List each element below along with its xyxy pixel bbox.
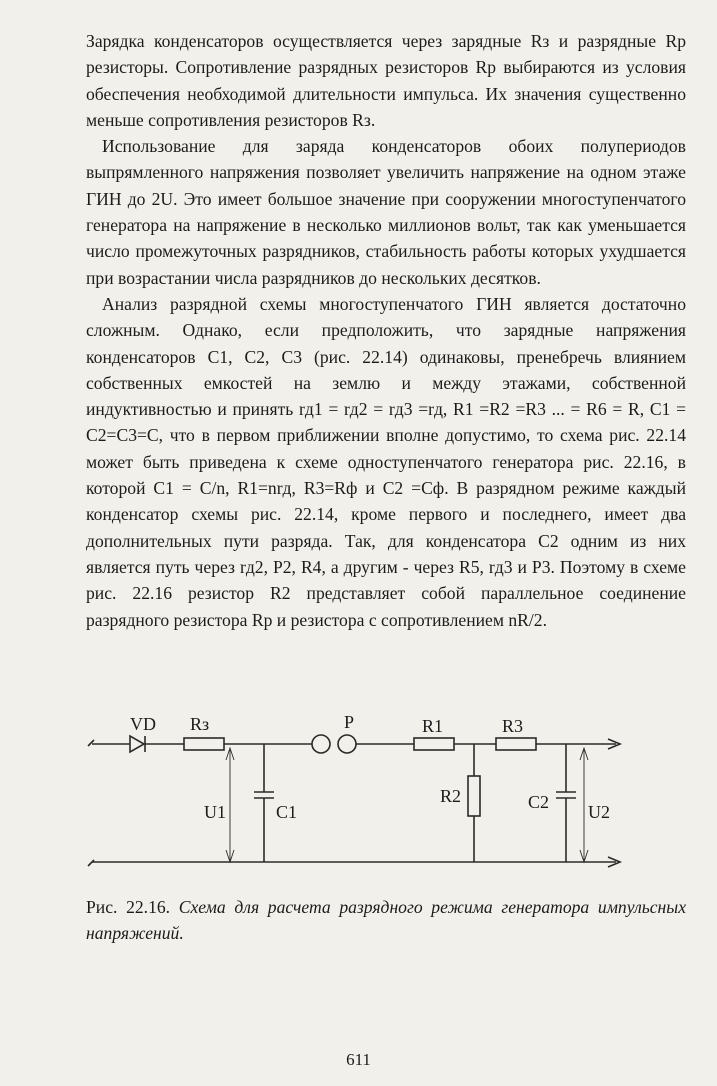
diode-vd [130, 736, 145, 752]
label-c1: C1 [276, 802, 298, 822]
label-r3: R3 [502, 716, 524, 736]
resistor-r2 [468, 776, 480, 816]
label-u2: U2 [588, 802, 610, 822]
resistor-r1 [414, 738, 454, 750]
page-number: 611 [346, 1050, 371, 1069]
spark-gap-right [338, 735, 356, 753]
label-p: P [344, 714, 355, 732]
caption-prefix: Рис. 22.16. [86, 897, 171, 917]
input-terminal-bottom [88, 860, 94, 866]
resistor-r3 [496, 738, 536, 750]
caption-text: Схема для расчета разрядного режима генератора импульсных напряжений. [86, 897, 687, 943]
spark-gap-left [312, 735, 330, 753]
resistor-rz [184, 738, 224, 750]
label-rz: Rз [190, 714, 210, 734]
label-r1: R1 [422, 716, 444, 736]
circuit-diagram [80, 714, 640, 894]
label-vd: VD [130, 714, 156, 734]
label-u1: U1 [204, 802, 226, 822]
body-text [86, 28, 686, 633]
figure-caption [86, 894, 686, 946]
label-r2: R2 [440, 786, 462, 806]
paragraph-2: Использование для заряда конденсаторов обоих полупериодов выпрямленного напряжения позволяет увеличить напряжение на одном этаже ГИН до 2U. Это имеет большое значение при сооружении многоступенчатого генератора на напряжение в несколько миллионов вольт, так как уменьшается число промежуточных разрядников, стабильность работы которых ухудшается при возрастании числа разрядников до нескольких десятков. [86, 136, 686, 288]
paragraph-3: Анализ разрядной схемы многоступенчатого ГИН является достаточно сложным. Однако, если предположить, что зарядные напряжения конденсаторов C1, C2, C3 (рис. 22.14) одинаковы, пренебречь влиянием собственных емкостей на землю и между этажами, собственной индуктивностью и принять rд1 = rд2 = rд3 =rд, R1 =R2 =R3 ... = R6 = R, C1 = C2=C3=C, что в первом приближении вполне допустимо, то схема рис. 22.14 может быть приведена к схеме одноступенчатого генератора рис. 22.16, в которой C1 = C/n, R1=nrд, R3=Rф и C2 =Cф. В разрядном режиме каждый конденсатор схемы рис. 22.14, кроме первого и последнего, имеет два дополнительных пути разряда. Так, для конденсатора C2 одним из них является путь через rд2, P2, R4, а другим - через R5, rд3 и P3. Поэтому в схеме рис. 22.16 резистор R2 представляет собой параллельное соединение разрядного резистора Rр и резистора с сопротивлением nR/2. [86, 293, 686, 630]
paragraph-1: Зарядка конденсаторов осуществляется через зарядные Rз и разрядные Rр резисторы. Сопротивление разрядных резисторов Rр выбираются из условия обеспечения необходимой длительности импульса. Их значения существенно меньше сопротивления резисторов Rз. [86, 31, 686, 130]
label-c2: C2 [528, 792, 550, 812]
input-terminal-top [88, 740, 94, 746]
